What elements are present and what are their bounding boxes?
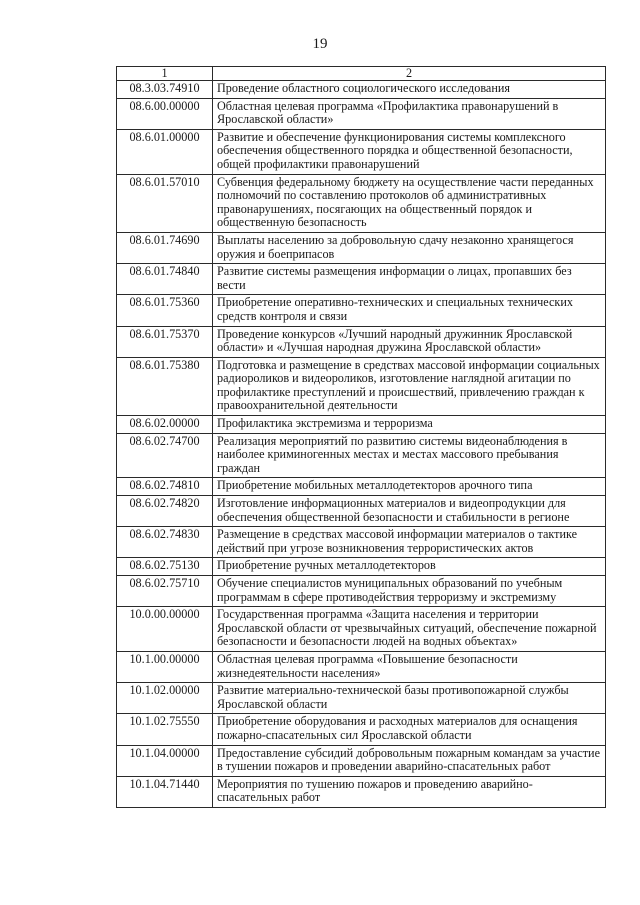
table-row bbox=[117, 527, 606, 558]
row-code: 08.6.02.00000 bbox=[117, 416, 213, 434]
table-row bbox=[117, 478, 606, 496]
row-code: 08.6.01.75380 bbox=[117, 357, 213, 415]
table-row bbox=[117, 651, 606, 682]
table-row bbox=[117, 433, 606, 478]
row-code: 10.0.00.00000 bbox=[117, 607, 213, 652]
row-description: Субвенция федеральному бюджету на осуществление части переданных полномочий по составлению протоколов об административных правонарушениях, посягающих на общественный порядок и общественную безопасность bbox=[213, 174, 606, 232]
row-description: Государственная программа «Защита населения и территории Ярославской области от чрезвычайных ситуаций, обеспечение пожарной безопасности и безопасности людей на водных объектах» bbox=[213, 607, 606, 652]
row-code: 08.6.02.74830 bbox=[117, 527, 213, 558]
row-code: 10.1.00.00000 bbox=[117, 651, 213, 682]
row-code: 08.6.01.75360 bbox=[117, 295, 213, 326]
row-description: Проведение конкурсов «Лучший народный дружинник Ярославской области» и «Лучшая народная дружина Ярославской области» bbox=[213, 326, 606, 357]
row-description: Областная целевая программа «Профилактика правонарушений в Ярославской области» bbox=[213, 98, 606, 129]
table-row bbox=[117, 576, 606, 607]
row-code: 08.6.02.74700 bbox=[117, 433, 213, 478]
row-description: Приобретение оперативно-технических и специальных технических средств контроля и связи bbox=[213, 295, 606, 326]
table-row bbox=[117, 496, 606, 527]
row-description: Развитие материально-технической базы противопожарной службы Ярославской области bbox=[213, 683, 606, 714]
row-description: Развитие системы размещения информации о лицах, пропавших без вести bbox=[213, 264, 606, 295]
table-row bbox=[117, 98, 606, 129]
table-row bbox=[117, 745, 606, 776]
row-description: Размещение в средствах массовой информации материалов о тактике действий при угрозе возникновения террористических актов bbox=[213, 527, 606, 558]
row-code: 10.1.04.00000 bbox=[117, 745, 213, 776]
column-header-1: 1 bbox=[117, 67, 213, 81]
table-row bbox=[117, 129, 606, 174]
page-number: 19 bbox=[312, 36, 328, 52]
table-row bbox=[117, 357, 606, 415]
row-description: Областная целевая программа «Повышение безопасности жизнедеятельности населения» bbox=[213, 651, 606, 682]
row-description: Предоставление субсидий добровольным пожарным командам за участие в тушении пожаров и проведении аварийно-спасательных работ bbox=[213, 745, 606, 776]
table-row bbox=[117, 683, 606, 714]
table-row bbox=[117, 174, 606, 232]
row-description: Изготовление информационных материалов и видеопродукции для обеспечения общественной безопасности и стабильности в регионе bbox=[213, 496, 606, 527]
row-code: 08.6.02.74820 bbox=[117, 496, 213, 527]
row-code: 08.6.01.74690 bbox=[117, 232, 213, 263]
row-description: Приобретение мобильных металлодетекторов арочного типа bbox=[213, 478, 606, 496]
budget-classification-table bbox=[116, 66, 606, 808]
row-code: 08.6.01.74840 bbox=[117, 264, 213, 295]
row-code: 10.1.02.75550 bbox=[117, 714, 213, 745]
row-code: 08.6.02.75130 bbox=[117, 558, 213, 576]
table-row bbox=[117, 714, 606, 745]
row-description: Реализация мероприятий по развитию системы видеонаблюдения в наиболее криминогенных местах и местах массового пребывания граждан bbox=[213, 433, 606, 478]
row-code: 10.1.04.71440 bbox=[117, 776, 213, 807]
row-code: 10.1.02.00000 bbox=[117, 683, 213, 714]
row-description: Обучение специалистов муниципальных образований по учебным программам в сфере противодействия терроризму и экстремизму bbox=[213, 576, 606, 607]
table-row bbox=[117, 607, 606, 652]
table-body bbox=[117, 81, 606, 808]
row-code: 08.6.00.00000 bbox=[117, 98, 213, 129]
column-header-2: 2 bbox=[213, 67, 606, 81]
table-row bbox=[117, 326, 606, 357]
row-description: Профилактика экстремизма и терроризма bbox=[213, 416, 606, 434]
table-header-row bbox=[117, 67, 606, 81]
table-row bbox=[117, 558, 606, 576]
table-row bbox=[117, 416, 606, 434]
row-description: Развитие и обеспечение функционирования системы комплексного обеспечения общественного порядка и общественной безопасности, общей профилактики правонарушений bbox=[213, 129, 606, 174]
table-row bbox=[117, 264, 606, 295]
row-description: Приобретение ручных металлодетекторов bbox=[213, 558, 606, 576]
row-description: Приобретение оборудования и расходных материалов для оснащения пожарно-спасательных сил Ярославской области bbox=[213, 714, 606, 745]
row-code: 08.6.01.00000 bbox=[117, 129, 213, 174]
row-description: Выплаты населению за добровольную сдачу незаконно хранящегося оружия и боеприпасов bbox=[213, 232, 606, 263]
row-code: 08.3.03.74910 bbox=[117, 81, 213, 99]
table-row bbox=[117, 232, 606, 263]
table-row bbox=[117, 81, 606, 99]
row-description: Мероприятия по тушению пожаров и проведению аварийно-спасательных работ bbox=[213, 776, 606, 807]
row-code: 08.6.02.74810 bbox=[117, 478, 213, 496]
row-code: 08.6.01.75370 bbox=[117, 326, 213, 357]
row-code: 08.6.02.75710 bbox=[117, 576, 213, 607]
row-description: Проведение областного социологического исследования bbox=[213, 81, 606, 99]
row-code: 08.6.01.57010 bbox=[117, 174, 213, 232]
row-description: Подготовка и размещение в средствах массовой информации социальных радиороликов и видеороликов, изготовление наглядной агитации по профилактике преступлений и происшествий, привлечению граждан к правоохранительной деятельности bbox=[213, 357, 606, 415]
table-row bbox=[117, 776, 606, 807]
table-row bbox=[117, 295, 606, 326]
